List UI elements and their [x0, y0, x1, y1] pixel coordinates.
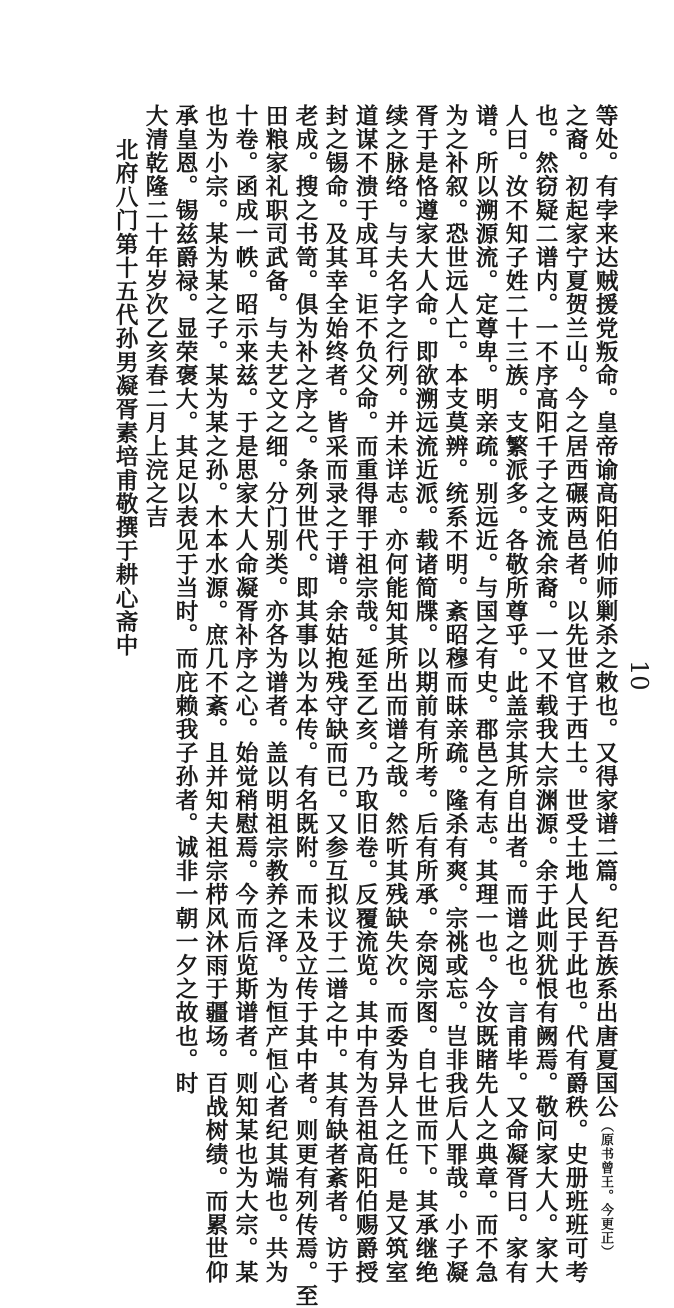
text-column: 封之锡命。及其幸全始终者。皆采而录之于谱。余姑抱残守缺而已。又参互拟议于二谱之中。其有缺者紊者。访于	[322, 104, 348, 1284]
text-column: 胥于是恪遵家大人命。即欲溯远流近派。载诸简牒。以期前有所考。后有所承。奈阅宗图。自七世而下。其承继绝	[412, 104, 438, 1284]
text-column: 为之补叙。恐世远人亡。本支莫辨。统系不明。紊昭穆而昧亲疏。隆杀有爽。宗祧或忘。岂非我后人罪哉。小子凝	[442, 104, 468, 1284]
text-column: 也。然窃疑二谱内。一不序高阳千子之支流余裔。一又不载我大宗渊源。余于此则犹恨有阙焉。敬问家大人。家大	[532, 104, 558, 1284]
text-column: 续之脉络。与夫名字之行列。并未详志。亦何能知其所出而谱之哉。然听其残缺失次。而委为异人之任。是又筑室	[382, 104, 408, 1284]
text-column: 之裔。初起家宁夏贺兰山。今之居西碾两邑者。以先世官于西土。世受土地人民于此也。代有爵秩。史册班班可考	[562, 104, 588, 1284]
date-line: 大清乾隆二十年岁次乙亥春二月上浣之吉	[142, 104, 168, 529]
page-number: 10	[625, 660, 653, 691]
text-column: 道谋不溃于成耳。讵不负父命。而重得罪于祖宗哉。延至乙亥。乃取旧卷。反覆流览。其中有为吾祖高阳伯赐爵授	[352, 104, 378, 1284]
text-column-main: 等处。有孛来达贼援党叛命。皇帝谕高阳伯帅师剿杀之敕也。又得家谱二篇。纪吾族系出唐夏国公	[592, 104, 618, 1119]
text-column: 人曰。汝不知子姓二十三族。支繁派多。各敬所尊乎。此盖宗其所自出者。而谱之也。言甫毕。又命凝胥曰。家有	[502, 104, 528, 1284]
text-column: 承皇恩。锡兹爵禄。显荣褒大。其足以表见于当时。而庇赖我子孙者。诚非一朝一夕之故也。时	[172, 104, 198, 1096]
annotation-note: （原书曾王。今更正）	[598, 1118, 613, 1259]
text-column: 老成。搜之书笥。俱为补之序之。条列世代。即其事以为本传。有名既附。而未及立传于其中者。则更有列传焉。至	[292, 104, 318, 1308]
preface-text	[112, 104, 620, 1308]
text-column	[590, 104, 620, 1259]
author-signature: 北府八门第十五代孙男凝胥素培甫敬撰于耕心斋中	[112, 138, 138, 658]
text-column: 谱。所以溯源流。定尊卑。明亲疏。别远近。与国之有史。郡邑之有志。其理一也。今汝既睹先人之典章。而不急	[472, 104, 498, 1284]
text-column: 十卷。函成一帙。昭示来兹。于是思家大人命凝胥补序之心。始觉稍慰焉。今而后览斯谱者。则知某也为大宗。某	[232, 104, 258, 1284]
text-column: 田粮家礼职司武备。与夫艺文之细。分门别类。亦各为谱者。盖以明祖宗教养之泽。为恒产恒心者纪其端也。共为	[262, 104, 288, 1284]
text-column: 也为小宗。某为某之子。某为某之孙。木本水源。庶几不紊。且并知夫祖宗栉风沐雨于疆场。百战树绩。而累世仰	[202, 104, 228, 1284]
